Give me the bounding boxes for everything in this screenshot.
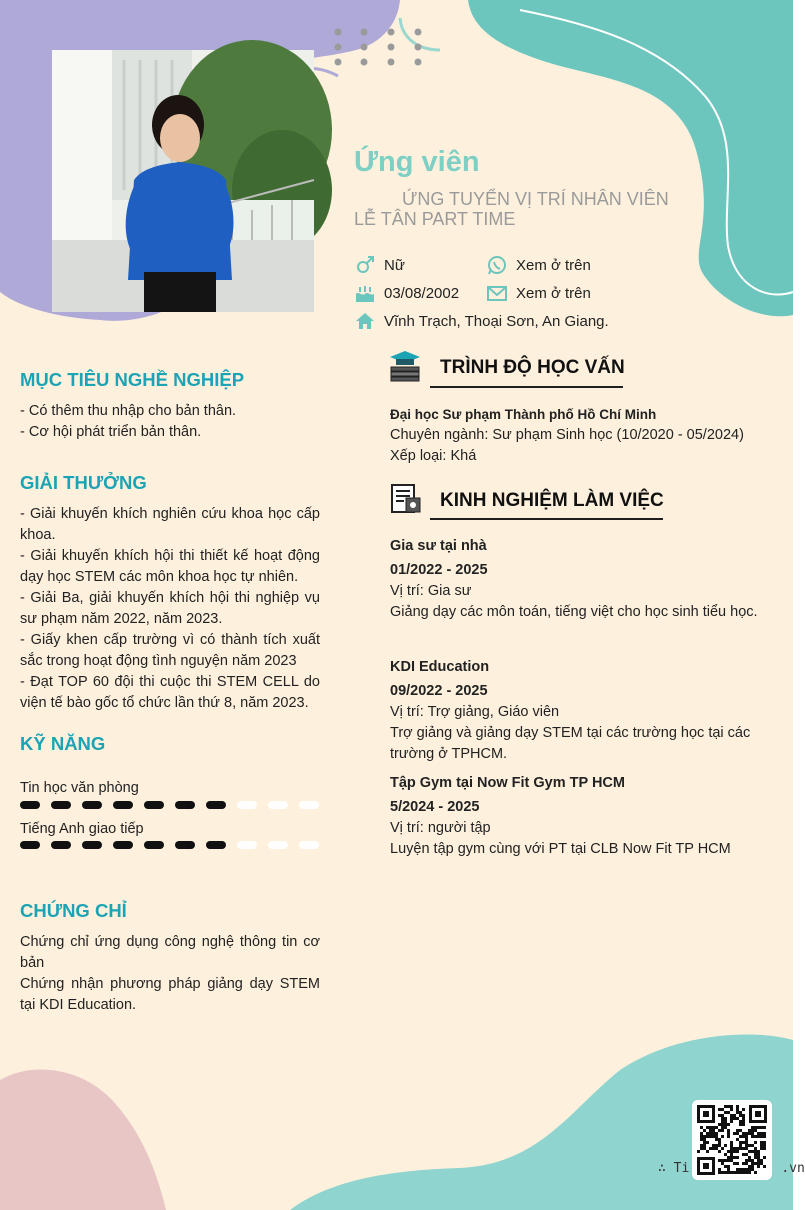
avatar: [52, 50, 314, 312]
award-item: - Giải khuyến khích nghiên cứu khoa học cấp khoa.: [20, 506, 320, 543]
skill-dash-filled: [51, 801, 71, 809]
qr-code[interactable]: [692, 1100, 772, 1180]
skill-dash-filled: [51, 841, 71, 849]
certificates-heading: CHỨNG CHỈ: [20, 900, 127, 921]
watermark-start: ∴ Ti: [658, 1161, 690, 1176]
job-description: Luyện tập gym cùng với PT tại CLB Now Fit TP HCM: [390, 841, 731, 857]
skill-dash-filled: [175, 841, 195, 849]
skill-dash-filled: [144, 801, 164, 809]
job-description: Giảng dạy các môn toán, tiếng việt cho học sinh tiểu học.: [390, 604, 758, 620]
job-role: Vị trí: Gia sư: [390, 583, 472, 599]
job-period: 09/2022 - 2025: [390, 683, 488, 699]
job-entry: [390, 773, 770, 860]
awards-text: [20, 504, 320, 714]
education-heading-underline: [430, 386, 623, 388]
experience-heading: KINH NGHIỆM LÀM VIỆC: [440, 490, 664, 511]
skill-dash-filled: [82, 801, 102, 809]
skill-dash-empty: [237, 841, 257, 849]
gender-icon: [354, 254, 376, 276]
work-experience-icon: [390, 482, 422, 514]
skill-dash-filled: [175, 801, 195, 809]
skill-dash-filled: [20, 801, 40, 809]
skill-dash-empty: [268, 841, 288, 849]
skill-label: Tin học văn phòng: [20, 780, 139, 796]
skill-dash-filled: [144, 841, 164, 849]
award-item: - Giải khuyến khích hội thi thiết kế hoạt động dạy học STEM các môn khoa học tự nhiên.: [20, 548, 320, 585]
awards-heading: GIẢI THƯỞNG: [20, 472, 147, 493]
certificate-item: Chứng nhận phương pháp giảng dạy STEM tại KDI Education.: [20, 976, 320, 1013]
job-company: Gia sư tại nhà: [390, 538, 487, 554]
skill-dash-filled: [113, 841, 133, 849]
mail-icon: [486, 282, 508, 304]
home-icon: [354, 310, 376, 332]
job-role: Vị trí: người tập: [390, 820, 491, 836]
experience-heading-underline: [430, 518, 663, 520]
grade: Xếp loại: Khá: [390, 448, 477, 464]
job-entry: [390, 657, 770, 765]
birthday-value: 03/08/2002: [384, 285, 460, 302]
award-item: - Đạt TOP 60 đội thi cuộc thi STEM CELL do viện tế bào gốc tổ chức lần thứ 8, năm 2023.: [20, 674, 320, 711]
phone-value: Xem ở trên: [516, 257, 591, 274]
skill-dash-filled: [206, 801, 226, 809]
skill-label: Tiếng Anh giao tiếp: [20, 821, 144, 837]
skill-dash-filled: [206, 841, 226, 849]
candidate-name: Ứng viên: [354, 146, 480, 178]
major: Chuyên ngành: Sư phạm Sinh học (10/2020 - 05/2024): [390, 427, 744, 443]
job-role: Vị trí: Trợ giảng, Giáo viên: [390, 704, 560, 720]
certificates-text: [20, 932, 320, 1016]
phone-icon: [486, 254, 508, 276]
award-item: - Giải Ba, giải khuyến khích hội thi nghiệp vụ sư phạm năm 2022, năm 2023.: [20, 590, 320, 627]
birthday-cake-icon: [354, 282, 376, 304]
email-value: Xem ở trên: [516, 285, 591, 302]
job-company: KDI Education: [390, 659, 490, 675]
job-description: Trợ giảng và giảng dạy STEM tại các trường học tại các trường ở TPHCM.: [390, 725, 751, 762]
objective-text: [20, 401, 320, 443]
gender-value: Nữ: [384, 257, 405, 274]
qr-code-image: [692, 1100, 772, 1180]
objective-heading: MỤC TIÊU NGHỀ NGHIỆP: [20, 369, 245, 390]
job-company: Tập Gym tại Now Fit Gym TP HCM: [390, 775, 625, 791]
objective-line: - Có thêm thu nhập cho bản thân.: [20, 403, 237, 419]
job-period: 01/2022 - 2025: [390, 562, 488, 578]
education-block: [390, 404, 770, 467]
education-heading: TRÌNH ĐỘ HỌC VẤN: [440, 357, 625, 378]
skill-dash-empty: [268, 801, 288, 809]
skills-heading: KỸ NĂNG: [20, 733, 106, 754]
job-period: 5/2024 - 2025: [390, 799, 480, 815]
address-value: Vĩnh Trạch, Thoại Sơn, An Giang.: [384, 313, 609, 330]
skill-dash-empty: [299, 841, 319, 849]
skill-bar: [20, 839, 320, 851]
watermark-end: .vn: [781, 1161, 805, 1176]
skill-dash-filled: [113, 801, 133, 809]
school-name: Đại học Sư phạm Thành phố Hồ Chí Minh: [390, 407, 657, 422]
skill-dash-filled: [82, 841, 102, 849]
skill-dash-empty: [237, 801, 257, 809]
job-entry: [390, 536, 770, 623]
graduation-books-icon: [388, 350, 422, 382]
skill-dash-empty: [299, 801, 319, 809]
certificate-item: Chứng chỉ ứng dụng công nghệ thông tin cơ bản: [20, 934, 320, 971]
award-item: - Giấy khen cấp trường vì có thành tích xuất sắc trong hoạt động tình nguyện năm 2023: [20, 632, 320, 669]
skill-bar: [20, 799, 320, 811]
skill-dash-filled: [20, 841, 40, 849]
applied-position: ỨNG TUYỂN VỊ TRÍ NHÂN VIÊN LỄ TÂN PART TIME: [354, 189, 669, 229]
objective-line: - Cơ hội phát triển bản thân.: [20, 424, 202, 440]
